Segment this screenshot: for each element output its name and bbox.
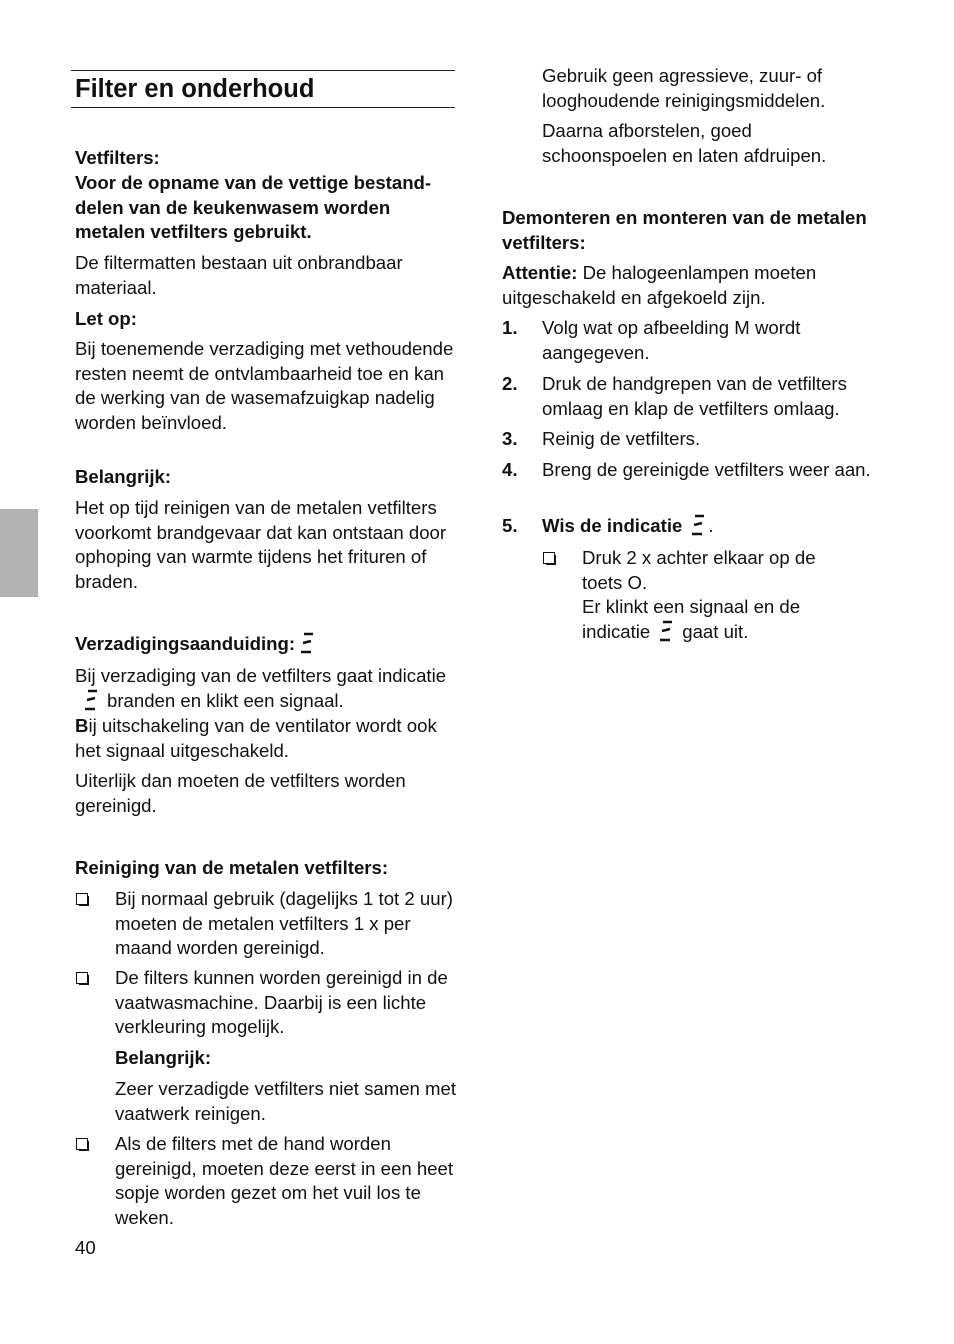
title-rule-bottom [71,107,455,108]
saturation-indicator-icon [83,689,99,713]
vetfilters-heading: Vetfilters: [75,147,160,168]
step-5-period: . [708,515,714,536]
belangrijk-label: Belangrijk: [75,466,172,487]
step-text: Reinig de vetfilters. [542,428,701,449]
uitschakeling-text [75,714,455,763]
bullet-text: Als de filters met de hand worden gereinigd, moeten deze eerst in een heet sopje worden gezet om het vuil los te weken. [115,1133,454,1228]
attentie-text [502,261,882,310]
step-item [502,514,882,539]
list-item [75,966,455,1040]
step-text: Druk de handgrepen van de vetfilters omlaag en klap de vetfilters omlaag. [542,373,847,419]
vetfilters-intro: Voor de opname van de vettige bestand-delen van de keukenwasem worden metalen vetfilters gebruikt. [75,172,432,242]
step5-sub-cd [542,620,842,645]
saturation-indicator-icon [299,632,315,656]
belangrijk2-label: Belangrijk: [115,1047,212,1068]
uitschakeling-initial: B [75,715,89,736]
agressief-text: Gebruik geen agressieve, zuur- of looghoudende reinigingsmiddelen. [542,65,826,111]
belangrijk-text: Het op tijd reinigen van de metalen vetfilters voorkomt brandgevaar dat kan ontstaan door ophoping van warmte tijdens het frituren of braden. [75,497,447,592]
step-number: 4. [502,459,518,480]
verzadiging-text [75,664,455,713]
step-item [502,372,882,421]
step5-sub-d: gaat uit. [682,620,749,642]
step-number: 2. [502,373,518,394]
list-item [542,546,842,644]
page-title: Filter en onderhoud [75,75,315,103]
reiniging-heading: Reiniging van de metalen vetfilters: [75,857,389,878]
step-item [502,316,882,365]
step-item [502,458,882,483]
saturation-indicator-icon [690,514,706,538]
checkbox-bullet-icon [75,892,89,906]
letop-text: Bij toenemende verzadiging met vethoudende resten neemt de ontvlambaarheid toe en kan de werking van de wasemafzuigkap nadelig worden beïnvloed. [75,338,454,433]
afborstelen-text: Daarna afborstelen, goed schoonspoelen en laten afdruipen. [542,120,827,166]
list-item [75,1132,455,1230]
step-number: 1. [502,317,518,338]
page-number: 40 [75,1237,96,1258]
bullet-text: Bij normaal gebruik (dagelijks 1 tot 2 uur) moeten de metalen vetfilters 1 x per maand worden gereinigd. [115,888,453,958]
filtermatten-text: De filtermatten bestaan uit onbrandbaar materiaal. [75,252,403,298]
list-item [75,887,455,961]
verzadiging-text-b: branden en klikt een signaal. [107,689,344,711]
checkbox-bullet-icon [75,971,89,985]
checkbox-bullet-icon [542,551,556,565]
step5-sub-a: Druk 2 x achter elkaar op de toets O. [582,547,816,593]
step5-sub-b: Er klinkt een signaal en de [582,596,801,617]
step5-sub-c: indicatie [582,620,651,642]
step-text: Volg wat op afbeelding M wordt aangegeven. [542,317,801,363]
step-5-text: Wis de indicatie [542,515,683,536]
belangrijk2-text: Zeer verzadigde vetfilters niet samen met vaatwerk reinigen. [115,1078,457,1124]
attentie-body: De halogeenlampen moeten uitgeschakeld en afgekoeld zijn. [502,262,817,308]
page-side-tab [0,509,38,597]
step-item [502,427,882,452]
verzadiging-heading [75,632,455,657]
demonteren-heading: Demonteren en monteren van de metalen vetfilters: [502,207,867,253]
uiterlijk-text: Uiterlijk dan moeten de vetfilters worden gereinigd. [75,770,406,816]
step-number: 3. [502,428,518,449]
uitschakeling-rest: ij uitschakeling van de ventilator wordt ook het signaal uitgeschakeld. [75,715,437,761]
bullet-text: De filters kunnen worden gereinigd in de vaatwasmachine. Daarbij is een lichte verkleuring mogelijk. [115,967,448,1037]
step-number: 5. [502,515,518,536]
checkbox-bullet-icon [75,1137,89,1151]
step-text: Breng de gereinigde vetfilters weer aan. [542,459,871,480]
verzadiging-heading-label: Verzadigingsaanduiding: [75,633,296,654]
step-text [502,514,882,539]
verzadiging-text-a: Bij verzadiging van de vetfilters gaat indicatie [75,665,447,686]
letop-label: Let op: [75,308,137,329]
attentie-label: Attentie: [502,262,578,283]
saturation-indicator-icon [658,620,674,644]
